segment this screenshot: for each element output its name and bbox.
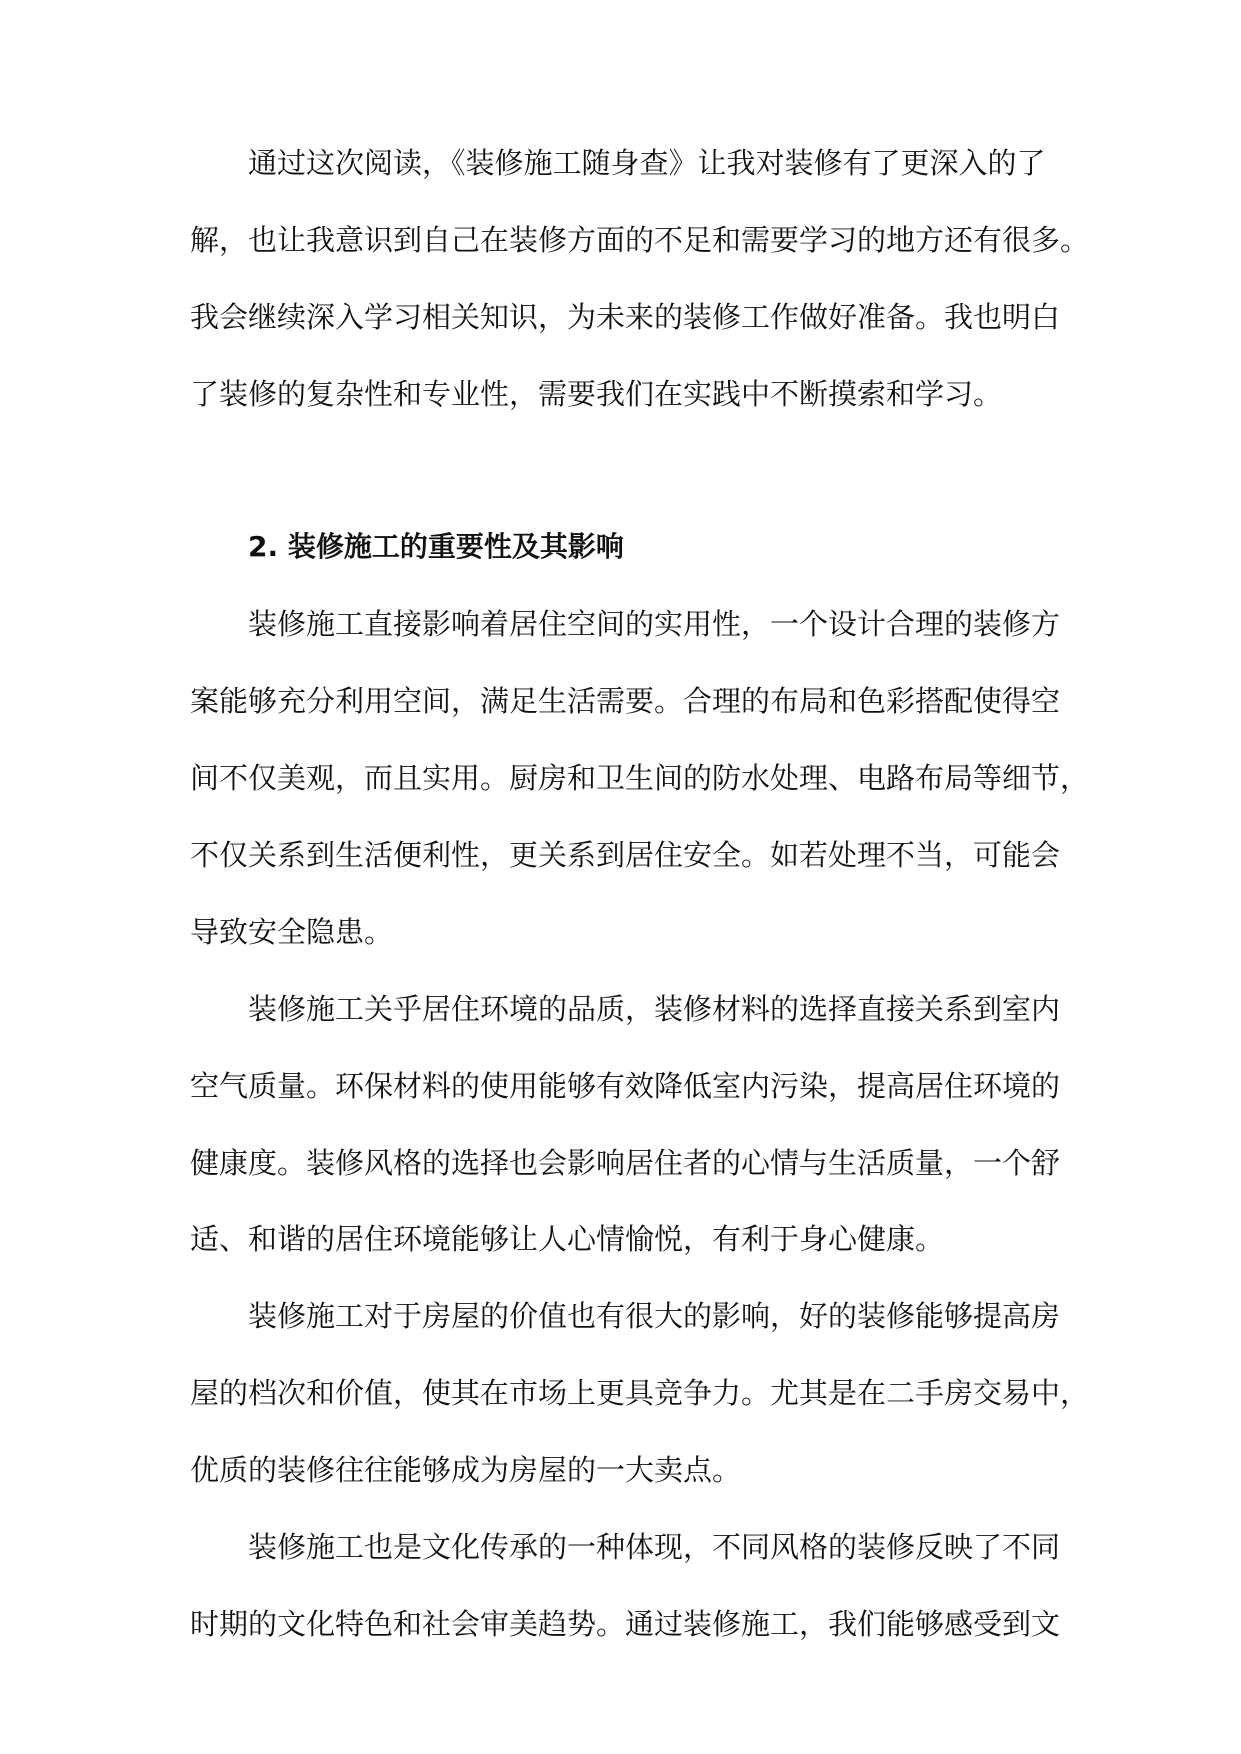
text-line: 了装修的复杂性和专业性，需要我们在实践中不断摸索和学习。 bbox=[190, 376, 1003, 411]
text-line: 不仅关系到生活便利性，更关系到居住安全。如若处理不当，可能会 bbox=[190, 838, 1061, 873]
text-line: 装修施工对于房屋的价值也有很大的影响，好的装修能够提高房 bbox=[248, 1299, 1061, 1334]
text-line: 空气质量。环保材料的使用能够有效降低室内污染，提高居住环境的 bbox=[190, 1068, 1061, 1103]
text-line: 我会继续深入学习相关知识，为未来的装修工作做好准备。我也明白 bbox=[190, 299, 1061, 334]
text-line: 装修施工也是文化传承的一种体现，不同风格的装修反映了不同 bbox=[248, 1530, 1061, 1565]
paragraph-practicality bbox=[190, 604, 1090, 988]
text-line: 解，也让我意识到自己在装修方面的不足和需要学习的地方还有很多。 bbox=[190, 222, 1090, 257]
text-line: 健康度。装修风格的选择也会影响居住者的心情与生活质量，一个舒 bbox=[190, 1145, 1061, 1180]
paragraph-environment bbox=[190, 989, 1060, 1297]
text-line: 通过这次阅读，《装修施工随身查》让我对装修有了更深入的了 bbox=[248, 146, 1046, 180]
text-line: 适、和谐的居住环境能够让人心情愉悦，有利于身心健康。 bbox=[190, 1222, 945, 1257]
text-line: 装修施工直接影响着居住空间的实用性，一个设计合理的装修方 bbox=[248, 607, 1061, 642]
text-line: 优质的装修往往能够成为房屋的一大卖点。 bbox=[190, 1453, 742, 1488]
section-heading: 2. 装修施工的重要性及其影响 bbox=[248, 530, 624, 564]
text-line: 屋的档次和价值，使其在市场上更具竞争力。尤其是在二手房交易中， bbox=[190, 1376, 1090, 1411]
text-line: 案能够充分利用空间，满足生活需要。合理的布局和色彩搭配使得空 bbox=[190, 684, 1061, 719]
text-line: 间不仅美观，而且实用。厨房和卫生间的防水处理、电路布局等细节， bbox=[190, 761, 1090, 796]
document-body bbox=[190, 143, 1090, 1681]
paragraph-culture bbox=[190, 1527, 1060, 1681]
paragraph-value bbox=[190, 1296, 1090, 1527]
text-line: 时期的文化特色和社会审美趋势。通过装修施工，我们能够感受到文 bbox=[190, 1606, 1061, 1641]
paragraph-conclusion bbox=[190, 143, 1090, 451]
text-line: 装修施工关乎居住环境的品质，装修材料的选择直接关系到室内 bbox=[248, 991, 1061, 1026]
paragraph-gap bbox=[190, 451, 1060, 528]
text-line: 导致安全隐患。 bbox=[190, 914, 394, 949]
